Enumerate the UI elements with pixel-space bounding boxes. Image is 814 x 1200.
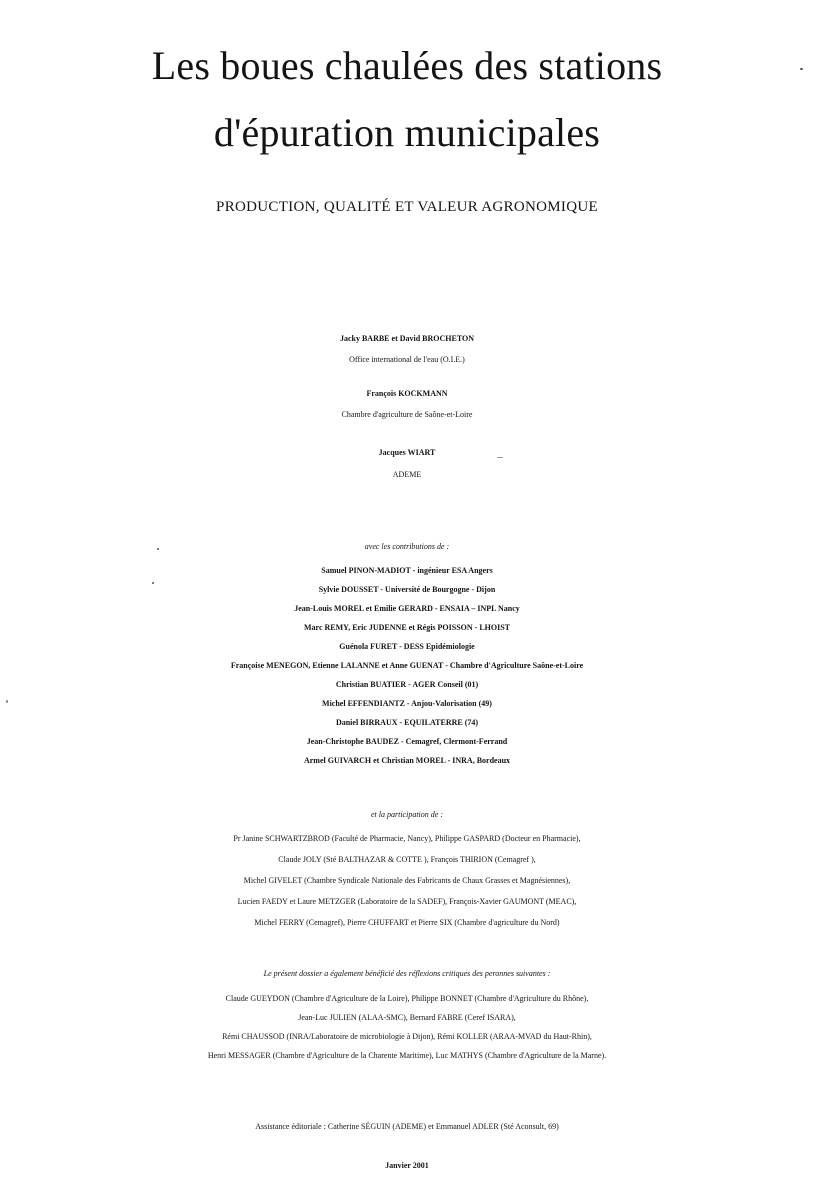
participant-line: Pr Janine SCHWARTZBROD (Faculté de Pharmacie, Nancy), Philippe GASPARD (Docteur en Pharmacie), [233,834,581,843]
contributions-intro: avec les contributions de : [364,542,450,551]
scan-speck [497,457,503,458]
title-line-2: d'épuration municipales [213,110,601,155]
contributor-line: Jean-Christophe BAUDEZ - Cemagref, Clermont-Ferrand [306,737,508,746]
contributor-line: Françoise MENEGON, Etienne LALANNE et Anne GUENAT - Chambre d'Agriculture Saône-et-Loire [230,661,584,670]
participant-line: Claude JOLY (Sté BALTHAZAR & COTTE ), François THIRION (Cemagref ), [278,855,536,864]
scan-speck [157,548,159,550]
reviewer-line: Claude GUEYDON (Chambre d'Agriculture de la Loire), Philippe BONNET (Chambre d'Agriculture du Rhône), [225,994,589,1003]
scan-speck [800,68,803,70]
editorial-credit: Assistance éditoriale : Catherine SÉGUIN (ADEME) et Emmanuel ADLER (Sté Aconsult, 69) [255,1122,559,1131]
contributor-line: Michel EFFENDIANTZ - Anjou-Valorisation (49) [322,699,492,708]
contributor-line: Jean-Louis MOREL et Emilie GERARD - ENSAIA – INPL Nancy [294,604,520,613]
contributor-line: Daniel BIRRAUX - EQUILATERRE (74) [335,718,479,727]
scan-speck [6,700,8,703]
reviewer-line: Rémi CHAUSSOD (INRA/Laboratoire de microbiologie à Dijon), Rémi KOLLER (ARAA-MVAD du Haut-Rhin), [222,1032,592,1041]
author-name: Jacques WIART [378,448,436,457]
contributor-line: Samuel PINON-MADIOT - ingénieur ESA Angers [321,566,493,575]
contributor-line: Guénola FURET - DESS Epidémiologie [339,642,475,651]
reviewer-line: Jean-Luc JULIEN (ALAA-SMC), Bernard FABRE (Ceref ISARA), [298,1013,516,1022]
publication-date: Janvier 2001 [385,1161,429,1170]
author-affiliation: Chambre d'agriculture de Saône-et-Loire [341,410,473,419]
title-line-1: Les boues chaulées des stations [151,43,663,88]
contributor-line: Sylvie DOUSSET - Université de Bourgogne - Dijon [318,585,496,594]
participant-line: Michel FERRY (Cemagref), Pierre CHUFFART et Pierre SIX (Chambre d'agriculture du Nord) [254,918,560,927]
reflexions-intro: Le présent dossier a également bénéficié des réflexions critiques des peronnes suivantes : [263,969,551,978]
scan-speck [152,582,154,584]
participant-line: Michel GIVELET (Chambre Syndicale Nationale des Fabricants de Chaux Grasses et Magnésiennes), [243,876,571,885]
participant-line: Lucien FAEDY et Laure METZGER (Laboratoire de la SADEF), François-Xavier GAUMONT (MEAC), [237,897,577,906]
author-name: François KOCKMANN [366,389,448,398]
subtitle: PRODUCTION, QUALITÉ ET VALEUR AGRONOMIQUE [216,199,598,215]
reviewer-line: Henri MESSAGER (Chambre d'Agriculture de la Charente Maritime), Luc MATHYS (Chambre d'Agriculture de la Marne). [207,1051,607,1060]
author-name: Jacky BARBE et David BROCHETON [339,334,475,343]
contributor-line: Marc REMY, Eric JUDENNE et Régis POISSON - LHOIST [304,623,510,632]
author-affiliation: Office international de l'eau (O.I.E.) [349,355,465,364]
author-affiliation: ADEME [392,470,422,479]
contributor-line: Christian BUATIER - AGER Conseil (01) [335,680,479,689]
contributor-line: Armel GUIVARCH et Christian MOREL - INRA, Bordeaux [303,756,511,765]
participation-intro: et la participation de : [371,810,443,819]
